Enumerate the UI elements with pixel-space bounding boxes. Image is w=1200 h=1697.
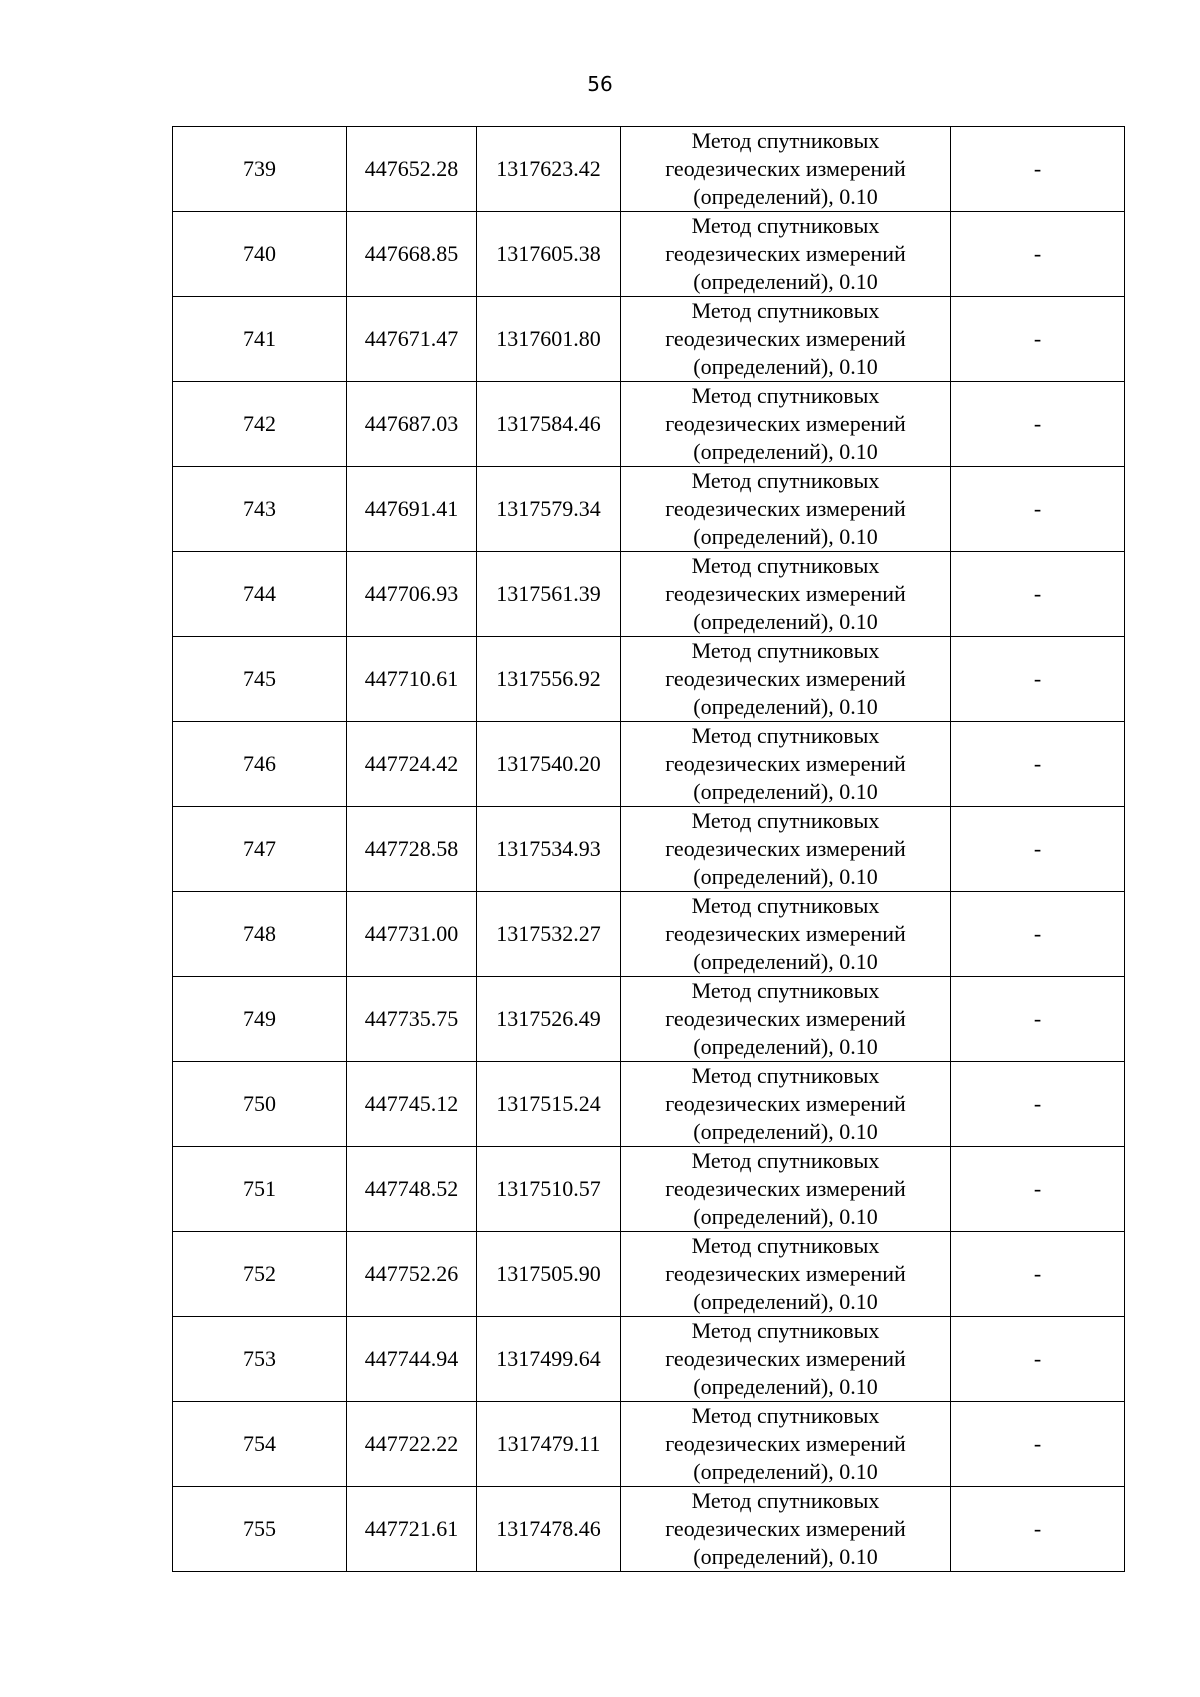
y-coordinate-cell: 1317556.92 bbox=[477, 637, 621, 722]
note-cell: - bbox=[951, 552, 1125, 637]
y-coordinate-cell: 1317601.80 bbox=[477, 297, 621, 382]
point-number-cell: 743 bbox=[173, 467, 347, 552]
note-cell: - bbox=[951, 1232, 1125, 1317]
y-coordinate-cell: 1317540.20 bbox=[477, 722, 621, 807]
table-row bbox=[173, 1487, 1125, 1572]
note-cell: - bbox=[951, 297, 1125, 382]
note-cell: - bbox=[951, 807, 1125, 892]
method-accuracy-cell: Метод спутниковых геодезических измерений (определений), 0.10 bbox=[621, 127, 951, 212]
y-coordinate-cell: 1317561.39 bbox=[477, 552, 621, 637]
x-coordinate-cell: 447744.94 bbox=[347, 1317, 477, 1402]
y-coordinate-cell: 1317605.38 bbox=[477, 212, 621, 297]
x-coordinate-cell: 447687.03 bbox=[347, 382, 477, 467]
y-coordinate-cell: 1317499.64 bbox=[477, 1317, 621, 1402]
point-number-cell: 747 bbox=[173, 807, 347, 892]
table-row bbox=[173, 382, 1125, 467]
page-number: 56 bbox=[587, 72, 613, 96]
point-number-cell: 742 bbox=[173, 382, 347, 467]
x-coordinate-cell: 447668.85 bbox=[347, 212, 477, 297]
y-coordinate-cell: 1317526.49 bbox=[477, 977, 621, 1062]
note-cell: - bbox=[951, 1487, 1125, 1572]
y-coordinate-cell: 1317515.24 bbox=[477, 1062, 621, 1147]
y-coordinate-cell: 1317478.46 bbox=[477, 1487, 621, 1572]
table-row bbox=[173, 1317, 1125, 1402]
method-accuracy-cell: Метод спутниковых геодезических измерений (определений), 0.10 bbox=[621, 552, 951, 637]
x-coordinate-cell: 447721.61 bbox=[347, 1487, 477, 1572]
point-number-cell: 750 bbox=[173, 1062, 347, 1147]
point-number-cell: 754 bbox=[173, 1402, 347, 1487]
y-coordinate-cell: 1317623.42 bbox=[477, 127, 621, 212]
method-accuracy-cell: Метод спутниковых геодезических измерений (определений), 0.10 bbox=[621, 1062, 951, 1147]
table-row bbox=[173, 467, 1125, 552]
y-coordinate-cell: 1317579.34 bbox=[477, 467, 621, 552]
method-accuracy-cell: Метод спутниковых геодезических измерений (определений), 0.10 bbox=[621, 467, 951, 552]
point-number-cell: 755 bbox=[173, 1487, 347, 1572]
x-coordinate-cell: 447745.12 bbox=[347, 1062, 477, 1147]
note-cell: - bbox=[951, 637, 1125, 722]
x-coordinate-cell: 447724.42 bbox=[347, 722, 477, 807]
note-cell: - bbox=[951, 722, 1125, 807]
point-number-cell: 748 bbox=[173, 892, 347, 977]
note-cell: - bbox=[951, 1062, 1125, 1147]
method-accuracy-cell: Метод спутниковых геодезических измерений (определений), 0.10 bbox=[621, 297, 951, 382]
x-coordinate-cell: 447691.41 bbox=[347, 467, 477, 552]
method-accuracy-cell: Метод спутниковых геодезических измерений (определений), 0.10 bbox=[621, 722, 951, 807]
method-accuracy-cell: Метод спутниковых геодезических измерений (определений), 0.10 bbox=[621, 1232, 951, 1317]
note-cell: - bbox=[951, 127, 1125, 212]
table-row bbox=[173, 1147, 1125, 1232]
table-row bbox=[173, 127, 1125, 212]
note-cell: - bbox=[951, 1147, 1125, 1232]
table-row bbox=[173, 807, 1125, 892]
point-number-cell: 740 bbox=[173, 212, 347, 297]
table-row bbox=[173, 212, 1125, 297]
method-accuracy-cell: Метод спутниковых геодезических измерений (определений), 0.10 bbox=[621, 892, 951, 977]
point-number-cell: 739 bbox=[173, 127, 347, 212]
y-coordinate-cell: 1317510.57 bbox=[477, 1147, 621, 1232]
x-coordinate-cell: 447722.22 bbox=[347, 1402, 477, 1487]
x-coordinate-cell: 447728.58 bbox=[347, 807, 477, 892]
table-row bbox=[173, 1402, 1125, 1487]
point-number-cell: 741 bbox=[173, 297, 347, 382]
table-row bbox=[173, 892, 1125, 977]
y-coordinate-cell: 1317534.93 bbox=[477, 807, 621, 892]
note-cell: - bbox=[951, 892, 1125, 977]
coordinates-table bbox=[172, 126, 1125, 1572]
coordinates-table-body bbox=[173, 127, 1125, 1572]
x-coordinate-cell: 447735.75 bbox=[347, 977, 477, 1062]
note-cell: - bbox=[951, 1317, 1125, 1402]
y-coordinate-cell: 1317532.27 bbox=[477, 892, 621, 977]
point-number-cell: 746 bbox=[173, 722, 347, 807]
point-number-cell: 744 bbox=[173, 552, 347, 637]
method-accuracy-cell: Метод спутниковых геодезических измерений (определений), 0.10 bbox=[621, 1147, 951, 1232]
table-row bbox=[173, 552, 1125, 637]
table-row bbox=[173, 977, 1125, 1062]
table-row bbox=[173, 722, 1125, 807]
x-coordinate-cell: 447752.26 bbox=[347, 1232, 477, 1317]
note-cell: - bbox=[951, 382, 1125, 467]
method-accuracy-cell: Метод спутниковых геодезических измерений (определений), 0.10 bbox=[621, 1317, 951, 1402]
point-number-cell: 749 bbox=[173, 977, 347, 1062]
method-accuracy-cell: Метод спутниковых геодезических измерений (определений), 0.10 bbox=[621, 807, 951, 892]
x-coordinate-cell: 447748.52 bbox=[347, 1147, 477, 1232]
point-number-cell: 751 bbox=[173, 1147, 347, 1232]
x-coordinate-cell: 447706.93 bbox=[347, 552, 477, 637]
table-row bbox=[173, 297, 1125, 382]
note-cell: - bbox=[951, 977, 1125, 1062]
point-number-cell: 745 bbox=[173, 637, 347, 722]
method-accuracy-cell: Метод спутниковых геодезических измерений (определений), 0.10 bbox=[621, 1402, 951, 1487]
point-number-cell: 753 bbox=[173, 1317, 347, 1402]
method-accuracy-cell: Метод спутниковых геодезических измерений (определений), 0.10 bbox=[621, 212, 951, 297]
x-coordinate-cell: 447652.28 bbox=[347, 127, 477, 212]
method-accuracy-cell: Метод спутниковых геодезических измерений (определений), 0.10 bbox=[621, 977, 951, 1062]
x-coordinate-cell: 447710.61 bbox=[347, 637, 477, 722]
note-cell: - bbox=[951, 1402, 1125, 1487]
table-row bbox=[173, 637, 1125, 722]
x-coordinate-cell: 447731.00 bbox=[347, 892, 477, 977]
method-accuracy-cell: Метод спутниковых геодезических измерений (определений), 0.10 bbox=[621, 1487, 951, 1572]
note-cell: - bbox=[951, 212, 1125, 297]
method-accuracy-cell: Метод спутниковых геодезических измерений (определений), 0.10 bbox=[621, 382, 951, 467]
point-number-cell: 752 bbox=[173, 1232, 347, 1317]
table-row bbox=[173, 1232, 1125, 1317]
x-coordinate-cell: 447671.47 bbox=[347, 297, 477, 382]
table-row bbox=[173, 1062, 1125, 1147]
y-coordinate-cell: 1317479.11 bbox=[477, 1402, 621, 1487]
y-coordinate-cell: 1317584.46 bbox=[477, 382, 621, 467]
method-accuracy-cell: Метод спутниковых геодезических измерений (определений), 0.10 bbox=[621, 637, 951, 722]
note-cell: - bbox=[951, 467, 1125, 552]
y-coordinate-cell: 1317505.90 bbox=[477, 1232, 621, 1317]
